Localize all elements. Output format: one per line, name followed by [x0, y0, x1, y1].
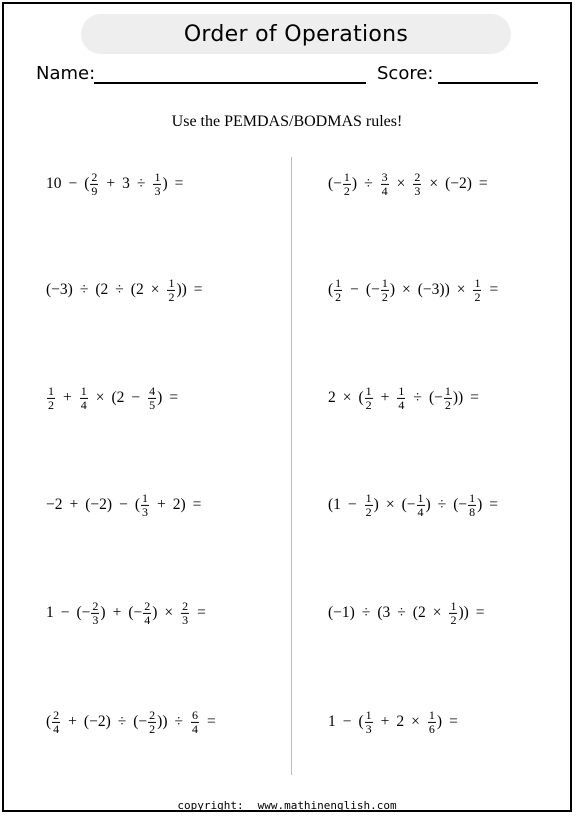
fraction-denominator: 2: [474, 289, 481, 304]
fraction-denominator: 3: [142, 504, 148, 519]
operator: ÷: [413, 389, 422, 406]
term: 2: [328, 389, 336, 406]
fraction: [413, 171, 421, 197]
operator: =: [478, 175, 488, 192]
term: (2: [95, 281, 109, 298]
term: ): [100, 604, 106, 621]
term: (: [358, 713, 364, 730]
fraction: [90, 171, 98, 197]
fraction-denominator: 4: [398, 397, 405, 412]
worksheet-title: Order of Operations: [183, 21, 409, 47]
fraction-numerator: 1: [450, 598, 457, 613]
name-label: Name:: [36, 63, 96, 84]
fraction-numerator: 2: [149, 707, 156, 722]
problem-10: [328, 600, 492, 626]
operator: ×: [411, 713, 420, 730]
fraction-denominator: 2: [365, 397, 372, 412]
operator: =: [489, 496, 499, 513]
term: )): [176, 281, 187, 298]
problem-4: [328, 277, 505, 303]
operator: −: [350, 281, 359, 298]
fraction-numerator: 1: [365, 707, 372, 722]
fraction-numerator: 1: [365, 383, 372, 398]
fraction: [381, 171, 389, 197]
term: ): [157, 389, 163, 406]
term: (: [358, 389, 364, 406]
term: (2: [412, 604, 426, 621]
term: (−3): [46, 281, 73, 298]
fraction: [444, 385, 452, 411]
operator: ÷: [397, 604, 406, 621]
term: ): [373, 496, 379, 513]
fraction-denominator: 2: [444, 397, 451, 412]
operator: ×: [342, 389, 352, 406]
fraction-numerator: 1: [417, 490, 424, 505]
term: (−: [453, 496, 468, 513]
fraction: [397, 385, 405, 411]
problem-8: [328, 492, 505, 518]
fraction-denominator: 8: [469, 504, 476, 519]
fraction: [468, 492, 476, 518]
term: 1: [328, 713, 336, 730]
term: (−: [76, 604, 91, 621]
operator: =: [193, 281, 203, 298]
fraction: [148, 709, 156, 735]
term: (3: [377, 604, 391, 621]
term: 10: [46, 175, 62, 192]
operator: ÷: [117, 713, 127, 730]
fraction-numerator: 2: [53, 707, 60, 722]
term: (: [328, 281, 334, 298]
operator: =: [197, 604, 206, 621]
fraction-denominator: 2: [48, 397, 54, 412]
term: 2: [396, 713, 405, 730]
column-divider: [291, 157, 292, 775]
fraction-denominator: 3: [365, 721, 372, 736]
term: (−2): [445, 175, 472, 192]
term: ): [351, 175, 358, 192]
term: ): [477, 496, 483, 513]
fraction-denominator: 2: [168, 289, 175, 304]
fraction: [449, 600, 457, 626]
copyright-label: copyright:: [177, 799, 244, 812]
problem-9: [46, 600, 213, 626]
fraction: [365, 492, 373, 518]
operator: −: [60, 604, 70, 621]
fraction-denominator: 6: [428, 721, 435, 736]
fraction: [417, 492, 425, 518]
operator: ×: [385, 496, 395, 513]
term: )): [458, 604, 469, 621]
term: (−1): [328, 604, 355, 621]
score-blank-line[interactable]: [438, 82, 538, 84]
fraction-denominator: 2: [149, 721, 156, 736]
operator: =: [470, 389, 479, 406]
fraction-numerator: 1: [142, 490, 148, 505]
fraction-numerator: 6: [192, 707, 199, 722]
term: (−: [401, 496, 416, 513]
term: (: [84, 175, 90, 192]
fraction: [428, 709, 436, 735]
problem-3: [46, 277, 210, 303]
fraction: [473, 277, 481, 303]
operator: =: [207, 713, 216, 730]
operator: ×: [429, 175, 439, 192]
operator: −: [68, 175, 78, 192]
title-banner: [81, 14, 511, 54]
operator: ÷: [361, 604, 371, 621]
operator: +: [380, 713, 390, 730]
instruction-text: Use the PEMDAS/BODMAS rules!: [171, 113, 403, 130]
student-info-row: [36, 63, 540, 91]
operator: ÷: [174, 713, 184, 730]
operator: +: [68, 713, 77, 730]
fraction: [143, 600, 151, 626]
fraction-denominator: 4: [80, 397, 87, 412]
operator: =: [449, 713, 458, 730]
operator: =: [475, 604, 485, 621]
fraction-numerator: 4: [149, 383, 156, 398]
term: (−: [328, 175, 342, 192]
fraction: [181, 600, 189, 626]
operator: ÷: [115, 281, 124, 298]
fraction-numerator: 1: [474, 275, 481, 290]
term: (2: [111, 389, 125, 406]
fraction-numerator: 1: [398, 383, 405, 398]
fraction-denominator: 4: [144, 612, 151, 627]
problem-6: [328, 385, 486, 411]
fraction-numerator: 3: [381, 169, 388, 184]
operator: +: [63, 389, 72, 406]
fraction: [343, 171, 351, 197]
fraction-numerator: 1: [154, 169, 161, 184]
fraction: [47, 385, 55, 411]
fraction-numerator: 1: [48, 383, 54, 398]
operator: ÷: [136, 175, 146, 192]
term: (−: [428, 389, 443, 406]
fraction-denominator: 2: [365, 504, 372, 519]
operator: =: [192, 496, 202, 513]
fraction-denominator: 4: [53, 721, 60, 736]
fraction-numerator: 1: [335, 275, 342, 290]
term: (−2): [85, 496, 113, 513]
fraction: [148, 385, 156, 411]
fraction-numerator: 1: [469, 490, 476, 505]
problem-2: [328, 171, 495, 197]
term: (2: [130, 281, 144, 298]
operator: +: [69, 496, 79, 513]
fraction: [153, 171, 161, 197]
term: (: [134, 496, 140, 513]
fraction-numerator: 1: [444, 383, 451, 398]
operator: ×: [95, 389, 105, 406]
term: (1: [328, 496, 341, 513]
footer: [4, 799, 570, 812]
fraction-denominator: 5: [149, 397, 156, 412]
fraction-denominator: 4: [381, 183, 388, 198]
term: −2: [46, 496, 63, 513]
term: )): [452, 389, 464, 406]
operator: ×: [164, 604, 174, 621]
term: 1: [46, 604, 54, 621]
worksheet-page: [2, 2, 572, 812]
fraction: [381, 277, 389, 303]
term: (−2): [83, 713, 111, 730]
score-label: Score:: [377, 63, 434, 84]
fraction: [141, 492, 149, 518]
term: ): [152, 604, 158, 621]
term: ): [425, 496, 431, 513]
fraction: [91, 600, 99, 626]
operator: +: [112, 604, 122, 621]
fraction: [52, 709, 60, 735]
footer-url[interactable]: www.mathinenglish.com: [257, 799, 397, 812]
problem-7: [46, 492, 208, 518]
operator: +: [157, 496, 166, 513]
fraction-numerator: 2: [92, 598, 99, 613]
operator: ×: [402, 281, 411, 298]
operator: +: [380, 389, 390, 406]
fraction-denominator: 2: [381, 289, 388, 304]
fraction: [365, 709, 373, 735]
fraction-numerator: 1: [343, 169, 350, 184]
operator: ×: [150, 281, 160, 298]
fraction: [334, 277, 342, 303]
fraction-numerator: 2: [144, 598, 151, 613]
term: (−: [128, 604, 143, 621]
fraction-denominator: 9: [91, 183, 98, 198]
fraction: [191, 709, 199, 735]
fraction-denominator: 4: [192, 721, 199, 736]
operator: ÷: [79, 281, 89, 298]
fraction-denominator: 3: [414, 183, 421, 198]
fraction-numerator: 1: [428, 707, 435, 722]
operator: −: [347, 496, 357, 513]
term: 3: [122, 175, 130, 192]
name-blank-line[interactable]: [94, 82, 366, 84]
operator: −: [131, 389, 141, 406]
operator: ÷: [437, 496, 447, 513]
fraction-denominator: 3: [154, 183, 161, 198]
operator: ×: [456, 281, 466, 298]
problem-11: [46, 709, 223, 735]
term: 2): [172, 496, 186, 513]
term: (−: [365, 281, 380, 298]
fraction-denominator: 2: [343, 183, 350, 198]
fraction-denominator: 2: [335, 289, 342, 304]
fraction: [80, 385, 88, 411]
operator: ÷: [364, 175, 373, 192]
operator: +: [106, 175, 116, 192]
operator: −: [342, 713, 352, 730]
problem-12: [328, 709, 465, 735]
fraction-denominator: 3: [182, 612, 189, 627]
term: )): [157, 713, 168, 730]
fraction-denominator: 2: [450, 612, 457, 627]
operator: =: [169, 389, 179, 406]
operator: −: [119, 496, 128, 513]
fraction-denominator: 3: [92, 612, 99, 627]
operator: ×: [432, 604, 442, 621]
fraction: [167, 277, 175, 303]
fraction-numerator: 1: [168, 275, 175, 290]
fraction-numerator: 1: [365, 490, 372, 505]
problem-5: [46, 385, 185, 411]
term: ): [436, 713, 443, 730]
problem-1: [46, 171, 190, 197]
term: ): [162, 175, 168, 192]
fraction-denominator: 4: [417, 504, 424, 519]
fraction: [365, 385, 373, 411]
operator: =: [489, 281, 499, 298]
operator: ×: [396, 175, 406, 192]
fraction-numerator: 1: [80, 383, 87, 398]
term: (−3)): [417, 281, 450, 298]
fraction-numerator: 2: [414, 169, 421, 184]
term: (: [46, 713, 52, 730]
term: (−: [133, 713, 148, 730]
fraction-numerator: 2: [91, 169, 98, 184]
fraction-numerator: 2: [182, 598, 189, 613]
fraction-numerator: 1: [381, 275, 388, 290]
term: ): [389, 281, 395, 298]
operator: =: [174, 175, 184, 192]
